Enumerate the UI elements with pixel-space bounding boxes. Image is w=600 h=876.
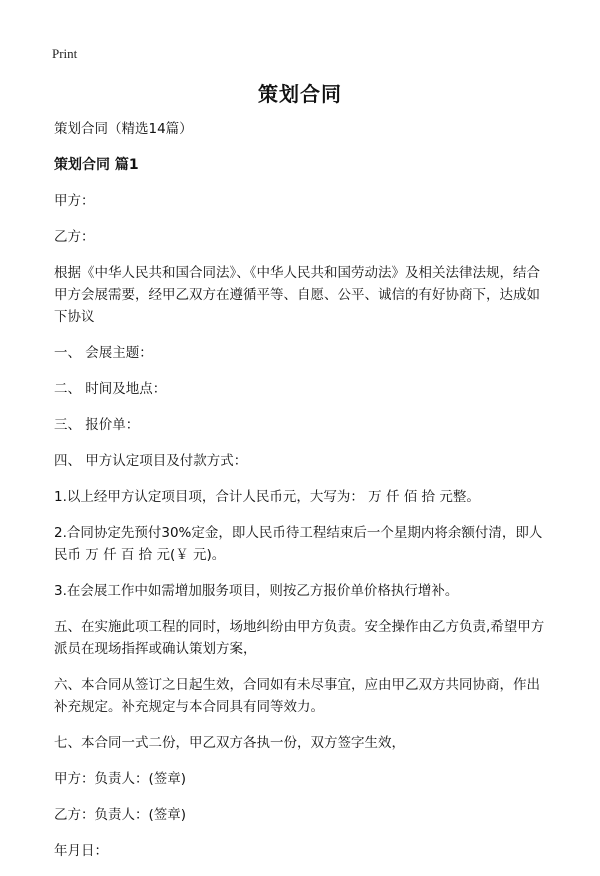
print-link[interactable]: Print — [52, 46, 78, 61]
party-b-line: 乙方： — [54, 229, 95, 245]
party-b-signature: 乙方：负责人：(签章) — [54, 807, 187, 823]
document-subtitle: 策划合同（精选14篇） — [54, 121, 193, 137]
payment-item-3: 3.在会展工作中如需增加服务项目，则按乙方报价单价格执行增补。 — [54, 583, 459, 599]
clause-quote: 三、 报价单： — [54, 417, 140, 433]
document-body — [54, 118, 550, 876]
payment-item-2: 2.合同协定先预付30%定金，即人民币待工程结束后一个星期内将余额付清，即人民币 万 仟 百 拾 元(￥ 元)。 — [54, 525, 543, 563]
payment-item-1: 1.以上经甲方认定项目项，合计人民币元，大写为： 万 仟 佰 拾 元整。 — [54, 489, 480, 505]
clause-six: 六、本合同从签订之日起生效，合同如有未尽事宜，应由甲乙双方共同协商，作出补充规定。补充规定与本合同具有同等效力。 — [54, 677, 540, 715]
clause-payment: 四、 甲方认定项目及付款方式： — [54, 453, 248, 469]
party-a-line: 甲方： — [54, 193, 95, 209]
clause-five: 五、在实施此项工程的同时，场地纠纷由甲方负责。安全操作由乙方负责,希望甲方派员在现场指挥或确认策划方案， — [54, 619, 545, 657]
preamble-paragraph: 根据《中华人民共和国合同法》、《中华人民共和国劳动法》及相关法律法规，结合甲方会展需要，经甲乙双方在遵循平等、自愿、公平、诚信的有好协商下，达成如下协议 — [54, 265, 540, 325]
clause-theme: 一、 会展主题： — [54, 345, 153, 361]
section-heading: 策划合同 篇1 — [54, 157, 139, 173]
clause-seven: 七、本合同一式二份，甲乙双方各执一份，双方签字生效， — [54, 735, 405, 751]
party-a-signature: 甲方：负责人：(签章) — [54, 771, 187, 787]
date-line: 年月日： — [54, 843, 108, 859]
page-title: 策划合同 — [258, 82, 342, 106]
clause-time-place: 二、 时间及地点： — [54, 381, 167, 397]
